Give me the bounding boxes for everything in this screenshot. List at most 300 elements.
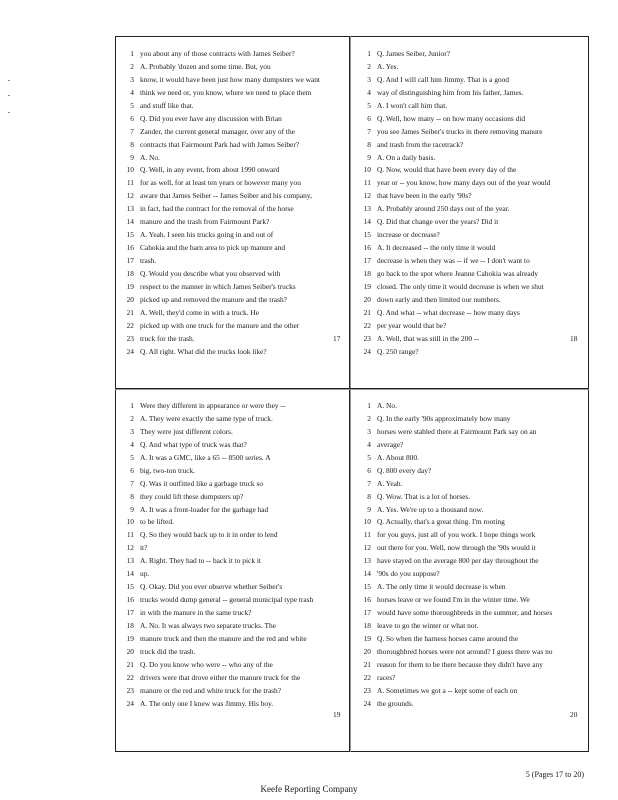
line-number: 17 <box>363 256 371 265</box>
line-text: A. Sometimes we got a -- kept some of each on <box>377 685 518 695</box>
line-text: truck for the trash. <box>140 333 195 343</box>
line-text: think we need or, you know, where we need to place them <box>140 87 312 97</box>
line-text: you see James Seiber's trucks in there removing manure <box>377 126 543 136</box>
line-text: aware that James Seiber -- James Seiber and his company, <box>140 191 312 201</box>
line-number: 19 <box>363 633 371 643</box>
line-number: 5 <box>367 452 371 462</box>
reporting-company: Keefe Reporting Company <box>260 784 358 794</box>
line-text: A. The only one I knew was Jimmy. His boy. <box>140 698 274 708</box>
margin-mark <box>8 95 10 96</box>
line-number: 13 <box>363 204 371 214</box>
line-text: Q. So they would back up to it in order to lend <box>140 530 278 540</box>
line-text: truck did the trash. <box>140 646 196 656</box>
line-text: picked up and removed the manure and the trash? <box>140 294 287 304</box>
transcript-line <box>358 646 584 659</box>
line-number: 5 <box>130 452 134 462</box>
transcript-line <box>121 216 343 229</box>
transcript-line <box>358 594 584 607</box>
line-text: average? <box>377 439 404 449</box>
line-text: A. Well, they'd come in with a truck. He <box>140 307 260 317</box>
line-number: 3 <box>367 426 371 436</box>
line-number: 2 <box>367 61 371 71</box>
line-number: 8 <box>130 491 134 501</box>
line-number: 11 <box>126 178 134 188</box>
line-text: know, it would have been just how many dumpsters we want <box>140 74 320 84</box>
line-text: thoroughbred horses were not around? I guess there was no <box>377 646 553 656</box>
transcript-line <box>121 555 343 568</box>
transcript-line <box>358 100 584 113</box>
transcript-line <box>121 87 343 100</box>
line-text: A. The only time it would decrease is when <box>377 582 506 592</box>
transcript-line <box>121 646 343 659</box>
transcript-line <box>121 113 343 126</box>
line-number: 16 <box>126 243 134 253</box>
transcript-line <box>121 229 343 242</box>
line-text: Q. Well, in any event, from about 1990 onward <box>140 165 280 175</box>
transcript-line <box>358 504 584 517</box>
line-number: 15 <box>126 582 134 592</box>
line-number: 11 <box>126 530 134 540</box>
line-number: 8 <box>367 139 371 149</box>
transcript-line <box>358 516 584 529</box>
line-text: and stuff like that. <box>140 100 194 110</box>
line-text: in fact, had the contract for the removal of the horse <box>140 204 294 214</box>
transcript-line <box>121 542 343 555</box>
line-number: 5 <box>367 100 371 110</box>
line-text: down early and then limited our numbers. <box>377 294 501 304</box>
line-number: 23 <box>363 333 371 343</box>
transcript-line <box>121 177 343 190</box>
line-text: A. Right. They had to -- back it to pick it <box>140 556 261 566</box>
line-number: 19 <box>126 281 134 291</box>
transcript-line <box>358 268 584 281</box>
line-text: Q. Well, how many -- on how many occasions did <box>377 113 526 123</box>
line-number: 13 <box>363 556 371 566</box>
line-number: 9 <box>367 504 371 514</box>
line-number: 20 <box>126 294 134 304</box>
transcript-line <box>358 698 584 711</box>
transcript-line <box>358 216 584 229</box>
line-text: A. No. <box>377 401 397 410</box>
line-number: 7 <box>130 126 134 136</box>
line-number: 18 <box>363 620 371 630</box>
line-number: 4 <box>367 87 371 97</box>
line-number: 18 <box>126 620 134 630</box>
line-text: A. Yeah. I seen his trucks going in and out of <box>140 230 274 240</box>
line-number: 22 <box>363 672 371 682</box>
transcript-line <box>121 698 343 711</box>
line-number: 17 <box>126 256 134 265</box>
transcript-line <box>358 685 584 698</box>
transcript-line <box>358 164 584 177</box>
page-number: 19 <box>333 710 341 719</box>
transcript-line <box>121 100 343 113</box>
page-19-transcript <box>121 400 343 711</box>
transcript-line <box>121 633 343 646</box>
line-text: they could lift these dumpsters up? <box>140 491 244 501</box>
line-number: 8 <box>367 491 371 501</box>
line-number: 23 <box>126 685 134 695</box>
line-number: 14 <box>363 217 371 227</box>
line-text: per year would that be? <box>377 320 447 330</box>
line-number: 12 <box>126 191 134 201</box>
line-text: would have some thoroughbreds in the summer, and horses <box>377 608 553 617</box>
transcript-line <box>121 478 343 491</box>
line-text: for as well, for at least ten years or however many you <box>140 178 301 188</box>
transcript-line <box>121 307 343 320</box>
line-number: 9 <box>367 152 371 162</box>
transcript-line <box>358 529 584 542</box>
line-number: 6 <box>367 113 371 123</box>
transcript-line <box>121 685 343 698</box>
page-17-transcript <box>121 48 343 359</box>
line-text: A. I won't call him that. <box>377 100 448 110</box>
line-number: 23 <box>363 685 371 695</box>
transcript-line <box>121 581 343 594</box>
line-number: 11 <box>363 530 371 540</box>
line-number: 15 <box>126 230 134 240</box>
transcript-line <box>358 333 584 346</box>
transcript-line <box>358 413 584 426</box>
line-number: 13 <box>126 204 134 214</box>
line-text: Q. And I will call him Jimmy. That is a good <box>377 74 509 84</box>
page-20-transcript <box>358 400 584 711</box>
line-number: 3 <box>130 426 134 436</box>
line-text: A. Yes. We're up to a thousand now. <box>377 504 484 514</box>
transcript-line <box>121 126 343 139</box>
line-number: 12 <box>363 543 371 553</box>
transcript-line <box>358 346 584 359</box>
transcript-line <box>121 190 343 203</box>
line-text: contracts that Fairmount Park had with James Seiber? <box>140 139 300 149</box>
line-text: A. It was a GMC, like a 65 -- 8500 series. A <box>140 452 271 462</box>
transcript-line <box>121 504 343 517</box>
line-text: races? <box>377 672 396 682</box>
transcript-line <box>121 61 343 74</box>
line-text: A. Yeah. <box>377 478 403 488</box>
transcript-line <box>358 281 584 294</box>
line-number: 1 <box>130 401 134 410</box>
transcript-line <box>121 426 343 439</box>
line-text: Q. Did that change over the years? Did it <box>377 217 499 227</box>
line-number: 3 <box>367 74 371 84</box>
line-number: 2 <box>367 413 371 423</box>
line-text: manure truck and then the manure and the red and white <box>140 633 307 643</box>
line-text: A. No. It was always two separate trucks. The <box>140 620 276 630</box>
line-number: 5 <box>130 100 134 110</box>
transcript-line <box>121 516 343 529</box>
transcript-line <box>358 568 584 581</box>
transcript-line <box>121 48 343 61</box>
line-text: A. About 800. <box>377 452 419 462</box>
line-text: go back to the spot where Jeanne Cahokia was already <box>377 268 539 278</box>
transcript-line <box>121 594 343 607</box>
transcript-line <box>358 581 584 594</box>
line-text: They were just different colors. <box>140 426 233 436</box>
line-number: 21 <box>126 659 134 669</box>
transcript-line <box>121 281 343 294</box>
line-text: A. Yes. <box>377 61 399 71</box>
line-number: 4 <box>367 439 371 449</box>
line-number: 16 <box>126 595 134 605</box>
vertical-divider-inner <box>350 36 353 752</box>
line-text: picked up with one truck for the manure and the other <box>140 320 300 330</box>
line-text: drivers were that drove either the manure truck for the <box>140 672 301 682</box>
line-number: 7 <box>367 478 371 488</box>
transcript-line <box>358 491 584 504</box>
line-number: 8 <box>130 139 134 149</box>
line-number: 24 <box>363 346 371 356</box>
line-text: Q. 800 every day? <box>377 465 432 475</box>
line-text: Q. Would you describe what you observed with <box>140 268 281 278</box>
line-number: 23 <box>126 333 134 343</box>
page-18-transcript <box>358 48 584 359</box>
line-text: out there for you. Well, now through the '90s would it <box>377 543 536 553</box>
page-number: 17 <box>333 334 341 343</box>
transcript-line <box>358 320 584 333</box>
transcript-line <box>121 659 343 672</box>
transcript-line <box>121 333 343 346</box>
transcript-line <box>358 229 584 242</box>
line-number: 6 <box>130 113 134 123</box>
transcript-line <box>121 346 343 359</box>
line-number: 17 <box>126 608 134 617</box>
line-number: 17 <box>363 608 371 617</box>
line-number: 10 <box>126 517 134 527</box>
transcript-line <box>358 61 584 74</box>
line-text: Q. All right. What did the trucks look like? <box>140 346 267 356</box>
line-number: 18 <box>126 268 134 278</box>
transcript-line <box>358 203 584 216</box>
transcript-line <box>358 152 584 165</box>
line-number: 1 <box>367 49 371 58</box>
line-text: to be lifted. <box>140 517 174 527</box>
line-text: reason for them to be there because they didn't have any <box>377 659 543 669</box>
line-number: 9 <box>130 152 134 162</box>
line-number: 18 <box>363 268 371 278</box>
line-number: 7 <box>367 126 371 136</box>
line-number: 14 <box>126 569 134 579</box>
line-text: A. On a daily basis. <box>377 152 436 162</box>
line-text: Q. Was it outfitted like a garbage truck so <box>140 478 264 488</box>
line-number: 16 <box>363 595 371 605</box>
transcript-line <box>358 555 584 568</box>
line-number: 24 <box>363 698 371 708</box>
line-number: 19 <box>126 633 134 643</box>
transcript-line <box>358 48 584 61</box>
line-text: A. No. <box>140 152 160 162</box>
line-number: 24 <box>126 698 134 708</box>
line-text: A. Probably around 250 days out of the year. <box>377 204 510 214</box>
line-number: 13 <box>126 556 134 566</box>
line-text: in with the manure in the same truck? <box>140 608 252 617</box>
transcript-line <box>358 139 584 152</box>
line-number: 20 <box>363 294 371 304</box>
horizontal-divider-inner <box>115 389 589 392</box>
line-number: 14 <box>126 217 134 227</box>
transcript-line <box>121 452 343 465</box>
line-text: Q. Okay. Did you ever observe whether Seiber's <box>140 582 283 592</box>
line-number: 12 <box>363 191 371 201</box>
line-text: Q. And what type of truck was that? <box>140 439 247 449</box>
transcript-line <box>358 607 584 620</box>
transcript-line <box>121 152 343 165</box>
line-number: 12 <box>126 543 134 553</box>
transcript-line <box>121 320 343 333</box>
line-number: 21 <box>126 307 134 317</box>
line-text: it? <box>140 543 148 553</box>
transcript-line <box>358 113 584 126</box>
transcript-line <box>358 672 584 685</box>
transcript-line <box>121 465 343 478</box>
line-number: 22 <box>363 320 371 330</box>
line-number: 1 <box>367 401 371 410</box>
line-text: Q. Now, would that have been every day of the <box>377 165 517 175</box>
line-text: Q. Do you know who were -- who any of the <box>140 659 273 669</box>
line-text: Q. Did you ever have any discussion with Brian <box>140 113 282 123</box>
line-text: that have been in the early '90s? <box>377 191 472 201</box>
line-text: and trash from the racetrack? <box>377 139 464 149</box>
transcript-line <box>121 164 343 177</box>
transcript-line <box>121 672 343 685</box>
line-number: 24 <box>126 346 134 356</box>
line-number: 20 <box>126 646 134 656</box>
line-text: horses leave or we found I'm in the winter time. We <box>377 595 530 605</box>
margin-mark <box>8 112 10 113</box>
line-number: 4 <box>130 439 134 449</box>
line-text: Zander, the current general manager, over any of the <box>140 126 295 136</box>
line-text: manure or the red and white truck for the trash? <box>140 685 281 695</box>
page-range-label: 5 (Pages 17 to 20) <box>525 770 584 779</box>
transcript-line <box>358 255 584 268</box>
transcript-line <box>358 439 584 452</box>
line-number: 10 <box>126 165 134 175</box>
line-number: 15 <box>363 582 371 592</box>
transcript-line <box>358 426 584 439</box>
line-text: Q. Actually, that's a great thing. I'm rooting <box>377 517 505 527</box>
line-number: 11 <box>363 178 371 188</box>
transcript-line <box>358 620 584 633</box>
line-number: 1 <box>130 49 134 58</box>
transcript-line <box>358 294 584 307</box>
line-number: 10 <box>363 517 371 527</box>
line-text: closed. The only time it would decrease is when we shut <box>377 281 544 291</box>
margin-mark <box>8 80 10 81</box>
line-text: way of distinguishing him from his father, James. <box>377 87 524 97</box>
transcript-line <box>121 529 343 542</box>
line-text: manure and the trash from Fairmount Park? <box>140 217 270 227</box>
transcript-line <box>358 242 584 255</box>
transcript-line <box>121 242 343 255</box>
line-number: 9 <box>130 504 134 514</box>
line-number: 3 <box>130 74 134 84</box>
transcript-line <box>121 203 343 216</box>
transcript-line <box>121 568 343 581</box>
transcript-line <box>121 74 343 87</box>
line-text: Q. 250 range? <box>377 346 419 356</box>
transcript-line <box>121 439 343 452</box>
line-text: A. It decreased -- the only time it would <box>377 243 496 253</box>
line-number: 10 <box>363 165 371 175</box>
line-text: year or -- you know, how many days out of the year would <box>377 178 551 188</box>
transcript-line <box>358 74 584 87</box>
line-number: 6 <box>130 465 134 475</box>
line-text: '90s do you suppose? <box>377 569 440 579</box>
line-text: leave to go the winter or what not. <box>377 620 479 630</box>
line-text: trucks would dump general -- general municipal type trash <box>140 595 314 605</box>
line-text: Q. In the early '90s approximately how many <box>377 413 511 423</box>
line-number: 21 <box>363 659 371 669</box>
transcript-line <box>121 400 343 413</box>
line-text: for you guys, just all of you work. I hope things work <box>377 530 536 540</box>
line-text: A. They were exactly the same type of truck. <box>140 413 273 423</box>
line-number: 4 <box>130 87 134 97</box>
line-number: 7 <box>130 478 134 488</box>
transcript-line <box>358 177 584 190</box>
line-text: the grounds. <box>377 698 414 708</box>
line-text: A. Well, that was still in the 200 -- <box>377 333 479 343</box>
line-number: 15 <box>363 230 371 240</box>
line-text: Q. So when the harness horses came around the <box>377 633 518 643</box>
line-text: horses were stabled there at Fairmount Park say on an <box>377 426 537 436</box>
transcript-line <box>358 190 584 203</box>
line-text: Q. And what -- what decrease -- how many days <box>377 307 520 317</box>
line-text: Were they different in appearance or were they -- <box>140 401 286 410</box>
line-text: A. It was a front-loader for the garbage had <box>140 504 269 514</box>
line-number: 22 <box>126 672 134 682</box>
line-text: decrease is when they was -- if we -- I don't want to <box>377 256 530 265</box>
line-text: you about any of those contracts with James Seiber? <box>140 49 295 58</box>
transcript-line <box>358 542 584 555</box>
line-number: 2 <box>130 61 134 71</box>
page-number: 18 <box>570 334 578 343</box>
line-number: 19 <box>363 281 371 291</box>
transcript-line <box>358 87 584 100</box>
line-text: have stayed on the average 800 per day throughout the <box>377 556 539 566</box>
line-text: up. <box>140 569 150 579</box>
transcript-line <box>121 139 343 152</box>
transcript-line <box>358 659 584 672</box>
line-text: increase or decrease? <box>377 230 440 240</box>
line-number: 2 <box>130 413 134 423</box>
transcript-line <box>358 465 584 478</box>
transcript-line <box>121 268 343 281</box>
line-text: respect to the manner in which James Seiber's trucks <box>140 281 296 291</box>
line-text: trash. <box>140 256 157 265</box>
transcript-line <box>358 400 584 413</box>
line-number: 22 <box>126 320 134 330</box>
line-number: 20 <box>363 646 371 656</box>
line-number: 16 <box>363 243 371 253</box>
transcript-line <box>358 633 584 646</box>
transcript-line <box>358 307 584 320</box>
line-text: Q. Wow. That is a lot of horses. <box>377 491 471 501</box>
transcript-line <box>121 491 343 504</box>
line-text: Cahokia and the barn area to pick up manure and <box>140 243 286 253</box>
transcript-line <box>358 452 584 465</box>
line-number: 6 <box>367 465 371 475</box>
line-number: 21 <box>363 307 371 317</box>
transcript-line <box>121 607 343 620</box>
transcript-line <box>121 294 343 307</box>
transcript-line <box>121 620 343 633</box>
line-text: A. Probably 'dozen and some time. But, you <box>140 61 271 71</box>
line-text: big, two-ton truck. <box>140 465 196 475</box>
transcript-line <box>358 126 584 139</box>
page-number: 20 <box>570 710 578 719</box>
transcript-line <box>121 255 343 268</box>
transcript-line <box>121 413 343 426</box>
